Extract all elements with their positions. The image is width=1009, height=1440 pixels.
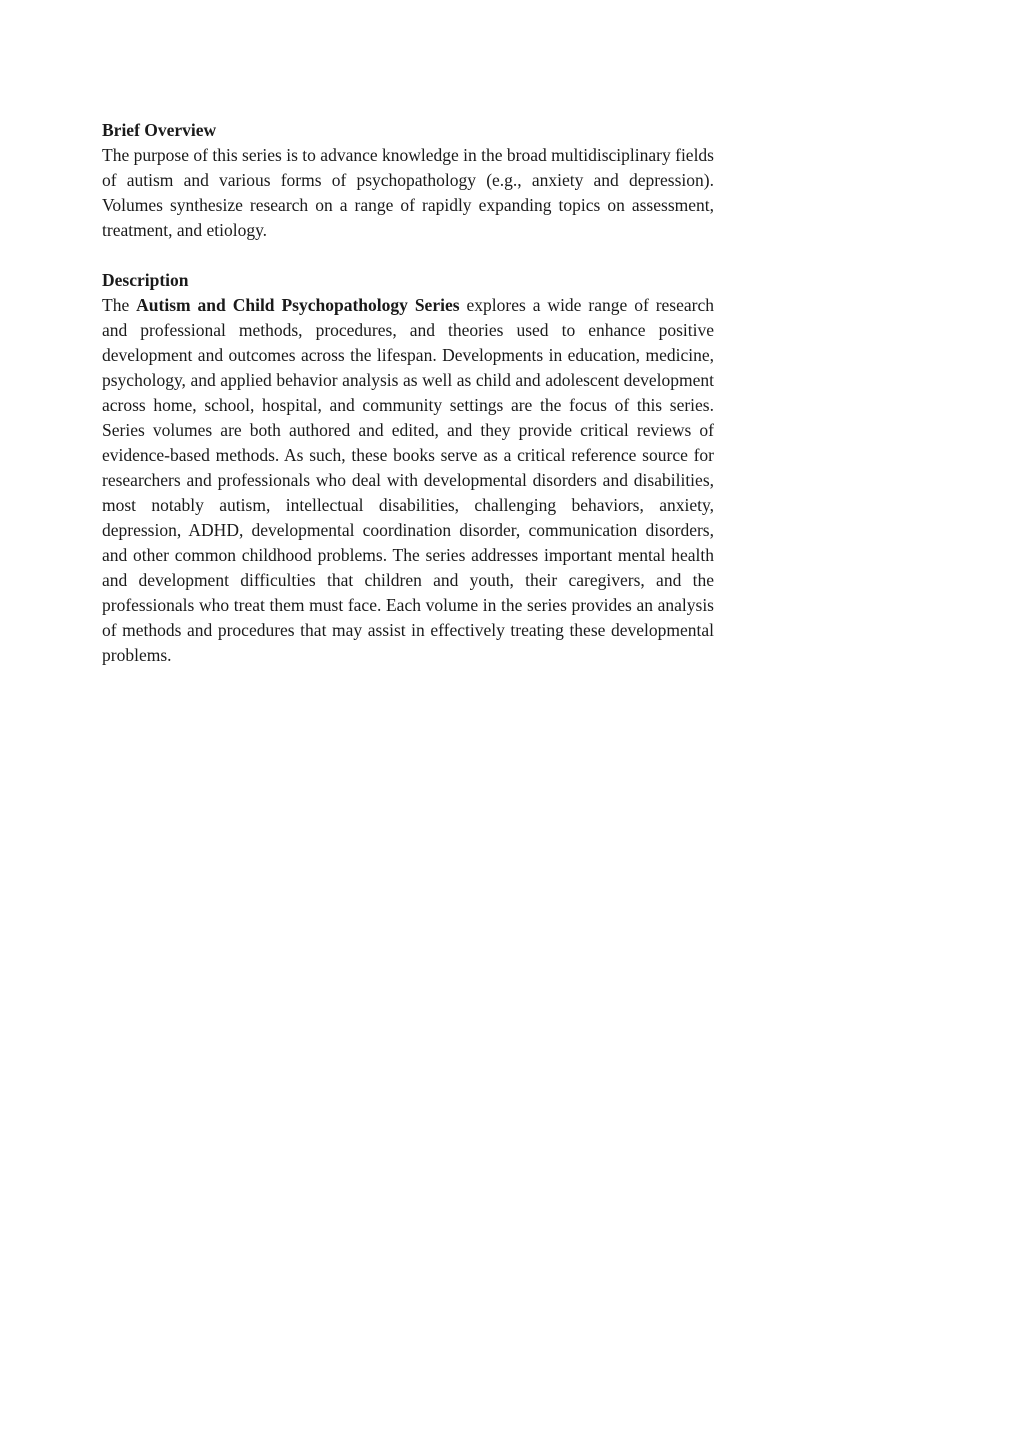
series-name: Autism and Child Psychopathology Series [136,295,460,315]
overview-section [102,118,714,243]
overview-heading: Brief Overview [102,120,217,140]
overview-paragraph: The purpose of this series is to advance knowledge in the broad multidisciplinary fields of autism and various forms of psychopathology (e.g., anxiety and depression). Volumes synthesize research on a range of rapidly expanding topics on assessment, treatment, and etiology. [102,145,714,240]
description-body: explores a wide range of research and professional methods, procedures, and theories used to enhance positive development and outcomes across the lifespan. Developments in education, medicine, psychology, and applied behavior analysis as well as child and adolescent development across home, school, hospital, and community settings are the focus of this series. Series volumes are both authored and edited, and they provide critical reviews of evidence-based methods. As such, these books serve as a critical reference source for researchers and professionals who deal with developmental disorders and disabilities, most notably autism, intellectual disabilities, challenging behaviors, anxiety, depression, ADHD, developmental coordination disorder, communication disorders, and other common childhood problems. The series addresses important mental health and development difficulties that children and youth, their caregivers, and the professionals who treat them must face. Each volume in the series provides an analysis of methods and procedures that may assist in effectively treating these developmental problems. [102,295,715,665]
description-lead: The [102,295,137,315]
description-heading: Description [102,270,189,290]
document-page [102,118,714,668]
description-paragraph [102,293,714,668]
description-section [102,268,714,668]
